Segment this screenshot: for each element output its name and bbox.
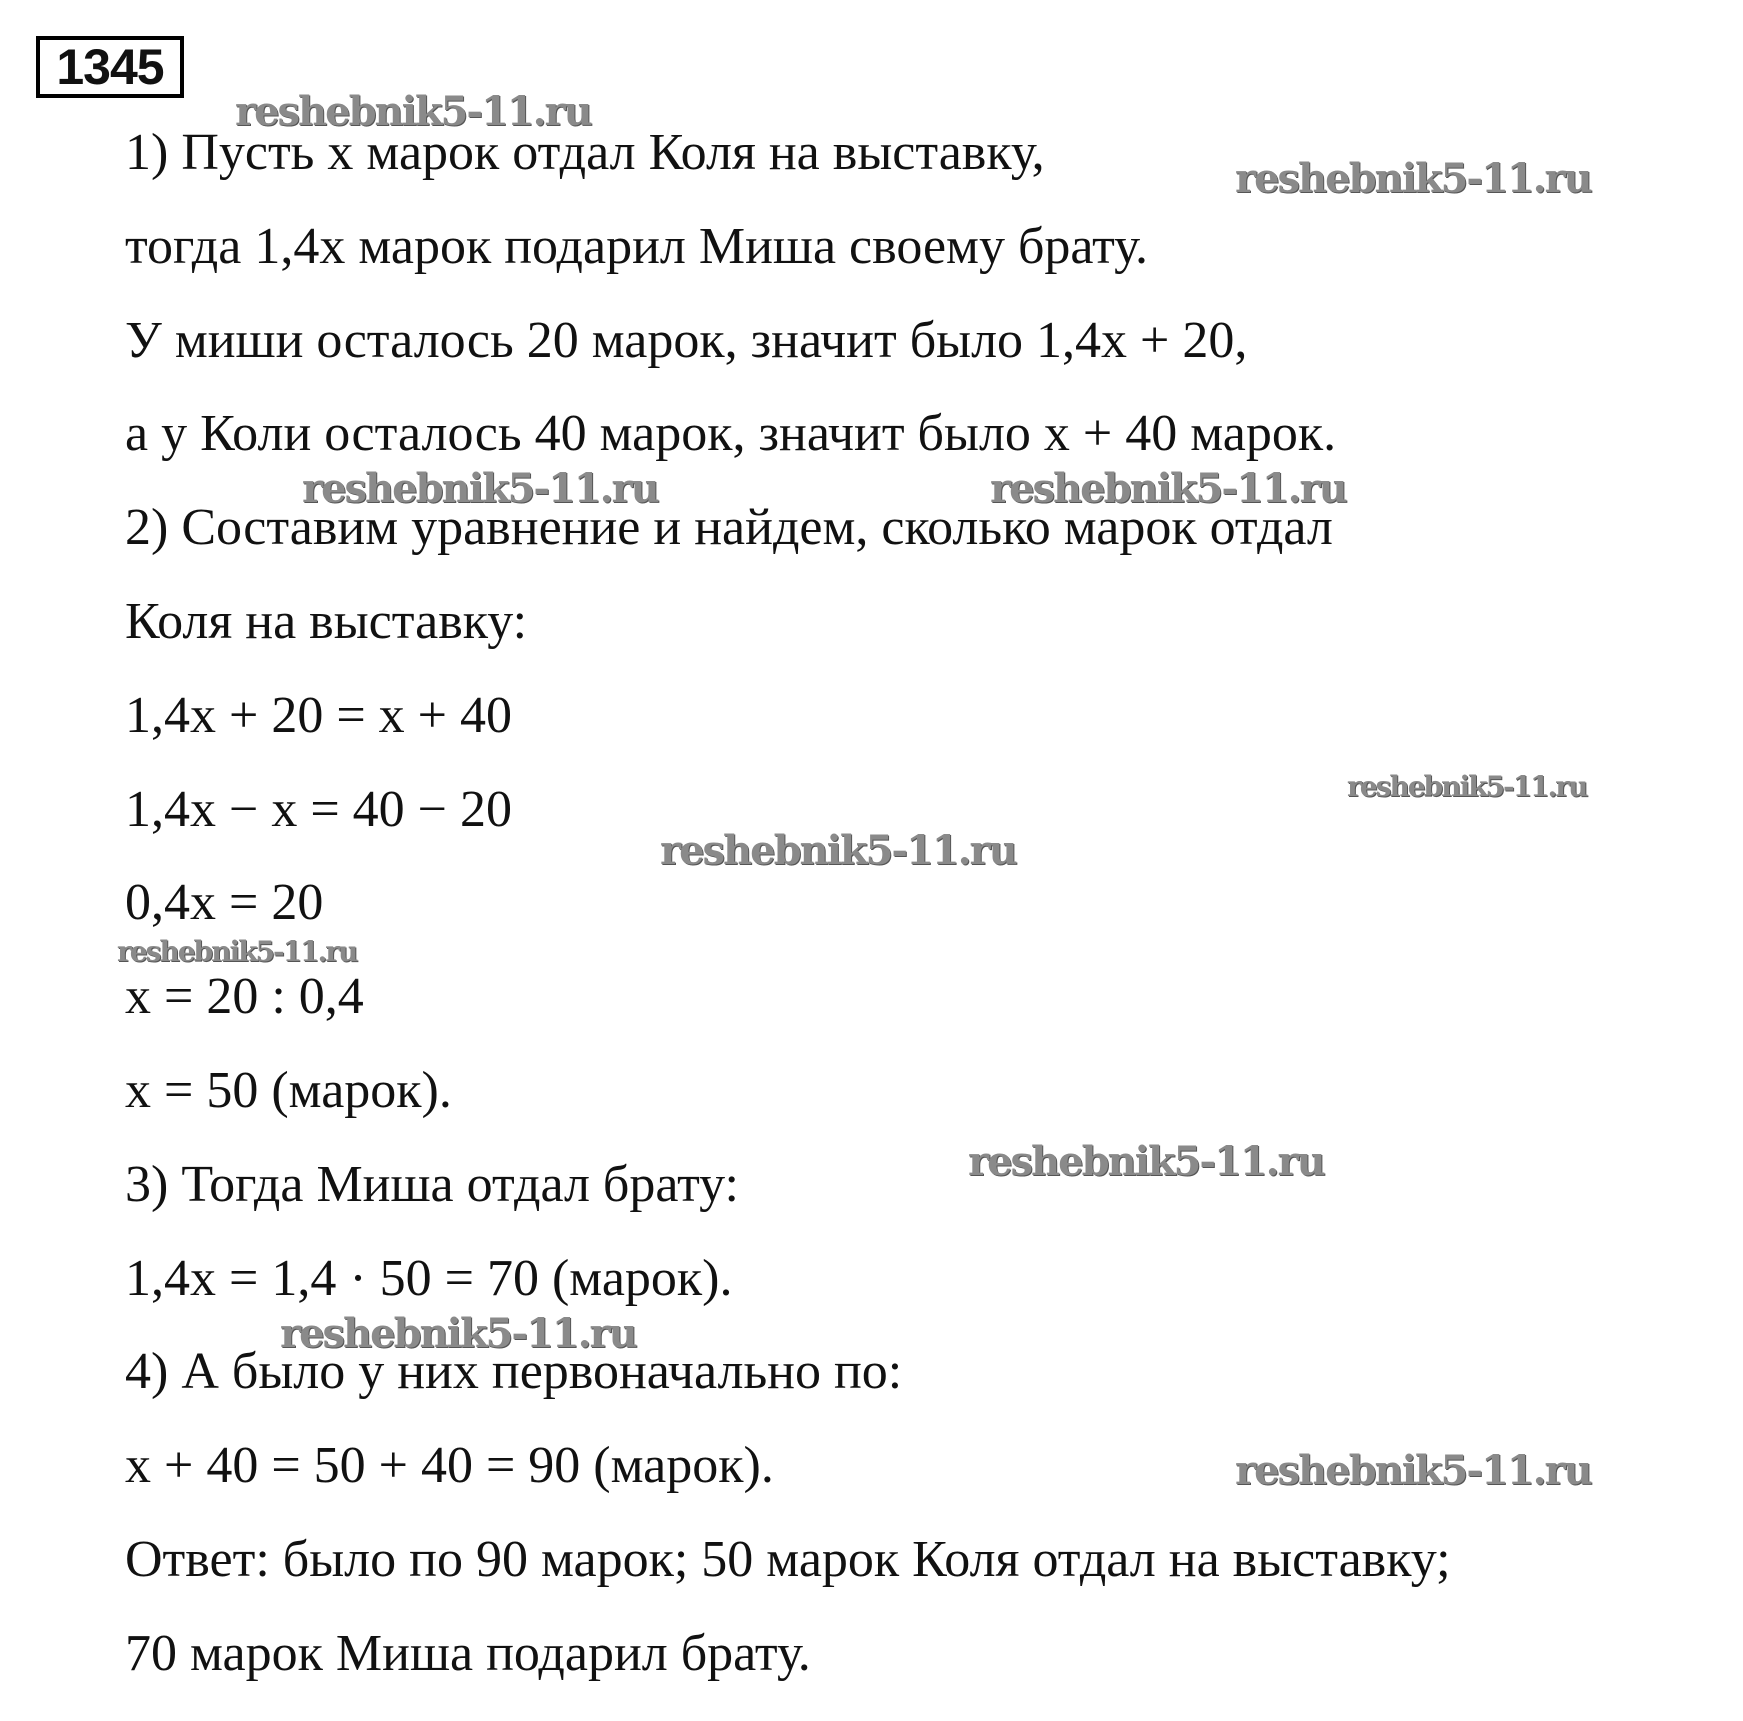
watermark: reshebnik5-11.ru xyxy=(968,1138,1324,1185)
equation-line: 0,4x = 20 xyxy=(125,874,324,932)
watermark: reshebnik5-11.ru xyxy=(302,465,658,512)
solution-line: 4) А было у них первоначально по: xyxy=(125,1343,903,1401)
solution-line: 1) Пусть x марок отдал Коля на выставку, xyxy=(125,124,1045,181)
problem-number: 1345 xyxy=(36,36,184,98)
equation-line: x = 50 (марок). xyxy=(125,1061,452,1119)
watermark: reshebnik5-11.ru xyxy=(280,1310,636,1357)
solution-line: а у Коли осталось 40 марок, значит было x + 40 марок. xyxy=(125,405,1337,463)
watermark: reshebnik5-11.ru xyxy=(990,465,1346,512)
equation-line: 1,4x = 1,4 · 50 = 70 (марок). xyxy=(125,1249,733,1307)
solution-line: Коля на выставку: xyxy=(125,592,528,650)
watermark: reshebnik5-11.ru xyxy=(1347,770,1587,803)
solution-line: 2) Составим уравнение и найдем, сколько марок отдал xyxy=(125,499,1333,557)
watermark: reshebnik5-11.ru xyxy=(235,88,591,135)
answer-line: Ответ: было по 90 марок; 50 марок Коля отдал на выставку; xyxy=(125,1530,1451,1588)
watermark: reshebnik5-11.ru xyxy=(660,827,1016,874)
solution-line: У миши осталось 20 марок, значит было 1,4x + 20, xyxy=(125,311,1248,369)
watermark: reshebnik5-11.ru xyxy=(1235,1447,1591,1494)
watermark: reshebnik5-11.ru xyxy=(1235,155,1591,202)
equation-line: 1,4x + 20 = x + 40 xyxy=(125,686,512,744)
equation-line: 1,4x − x = 40 − 20 xyxy=(125,780,512,838)
equation-line: x + 40 = 50 + 40 = 90 (марок). xyxy=(125,1437,774,1495)
solution-line: 3) Тогда Миша отдал брату: xyxy=(125,1155,739,1213)
solution-line: тогда 1,4x марок подарил Миша своему брату. xyxy=(125,217,1148,275)
equation-line: x = 20 : 0,4 xyxy=(125,968,364,1026)
watermark: reshebnik5-11.ru xyxy=(117,935,357,968)
answer-line: 70 марок Миша подарил брату. xyxy=(125,1624,811,1682)
